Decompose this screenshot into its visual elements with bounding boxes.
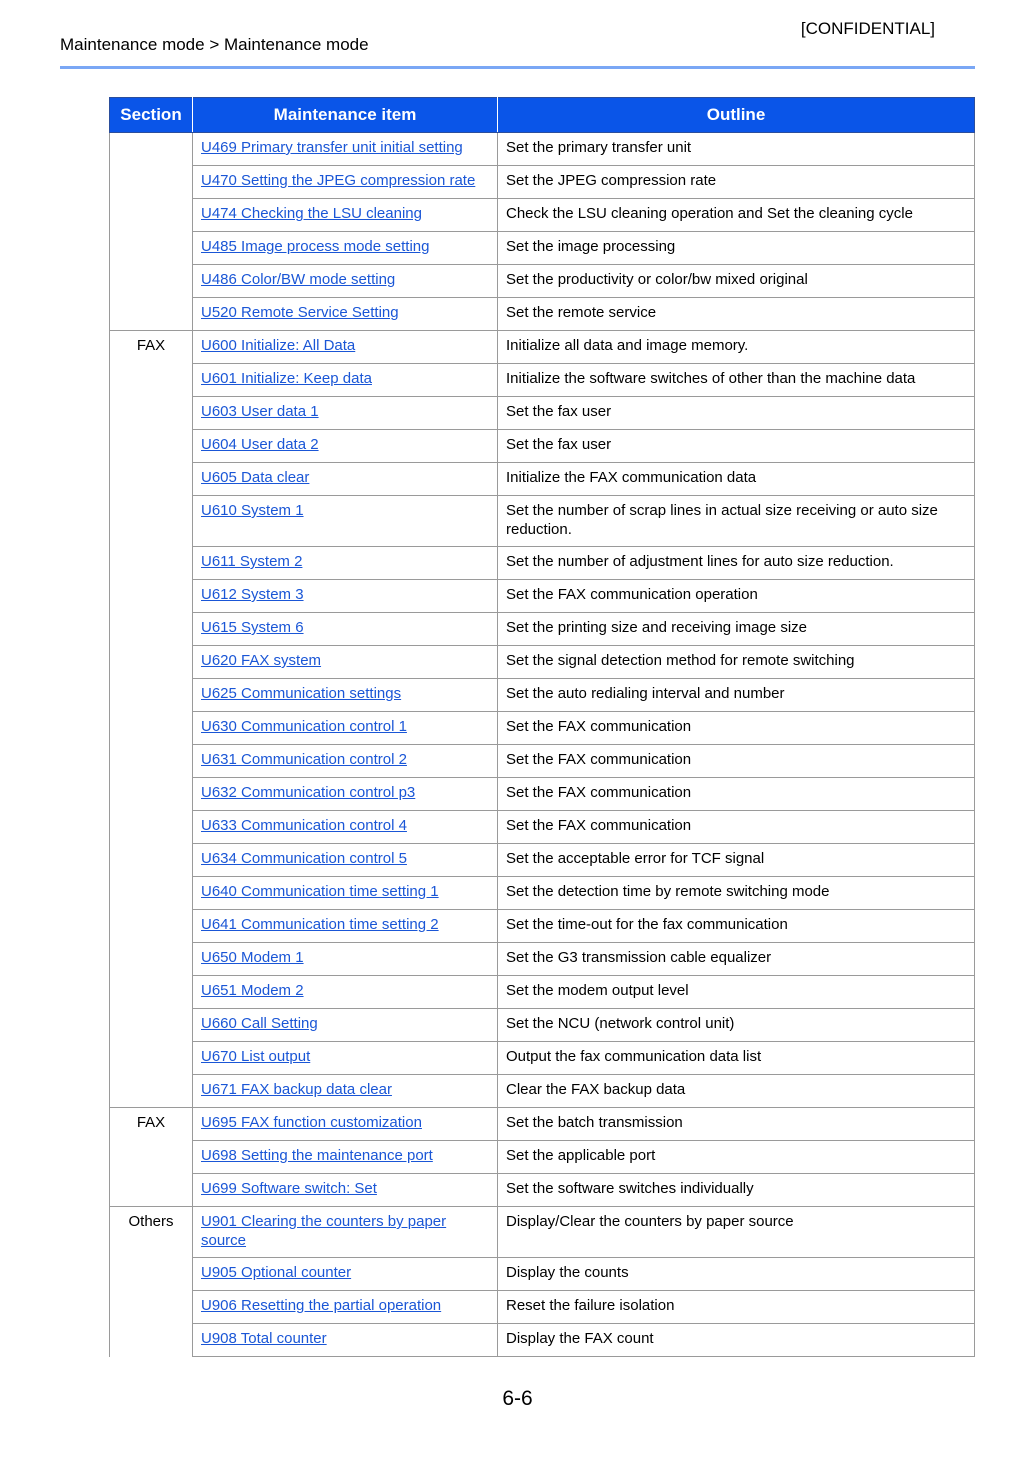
maintenance-item-cell — [193, 910, 498, 943]
column-header-outline: Outline — [498, 98, 975, 133]
maintenance-item-cell — [193, 778, 498, 811]
outline-cell: Set the JPEG compression rate — [498, 166, 975, 199]
outline-cell: Set the remote service — [498, 298, 975, 331]
outline-cell: Set the FAX communication — [498, 811, 975, 844]
maintenance-item-cell — [193, 232, 498, 265]
outline-cell: Clear the FAX backup data — [498, 1075, 975, 1108]
maintenance-table — [109, 97, 975, 1357]
maintenance-item-link[interactable]: U600 Initialize: All Data — [201, 337, 356, 354]
maintenance-item-cell — [193, 1141, 498, 1174]
maintenance-item-cell — [193, 430, 498, 463]
table-row — [110, 679, 975, 712]
outline-cell: Initialize the software switches of other than the machine data — [498, 364, 975, 397]
outline-cell: Set the signal detection method for remote switching — [498, 646, 975, 679]
table-row — [110, 613, 975, 646]
table-row — [110, 496, 975, 547]
maintenance-item-cell — [193, 1075, 498, 1108]
maintenance-item-cell — [193, 265, 498, 298]
maintenance-item-cell — [193, 331, 498, 364]
table-row — [110, 1075, 975, 1108]
table-row — [110, 1291, 975, 1324]
outline-cell: Set the G3 transmission cable equalizer — [498, 943, 975, 976]
outline-cell: Set the fax user — [498, 430, 975, 463]
outline-cell: Set the fax user — [498, 397, 975, 430]
table-row — [110, 1207, 975, 1258]
maintenance-item-cell — [193, 298, 498, 331]
table-row — [110, 463, 975, 496]
maintenance-item-link[interactable]: U610 System 1 — [201, 502, 304, 519]
table-row — [110, 844, 975, 877]
maintenance-item-link[interactable]: U603 User data 1 — [201, 403, 319, 420]
outline-cell: Initialize the FAX communication data — [498, 463, 975, 496]
table-row — [110, 199, 975, 232]
column-header-section: Section — [110, 98, 193, 133]
table-row — [110, 712, 975, 745]
header-divider — [60, 66, 975, 69]
maintenance-item-cell — [193, 844, 498, 877]
maintenance-item-cell — [193, 1108, 498, 1141]
table-header-row — [110, 98, 975, 133]
table-row — [110, 547, 975, 580]
outline-cell: Display/Clear the counters by paper source — [498, 1207, 975, 1258]
maintenance-item-link[interactable]: U469 Primary transfer unit initial setting — [201, 139, 463, 156]
section-cell — [110, 133, 193, 331]
maintenance-item-link[interactable]: U474 Checking the LSU cleaning — [201, 205, 422, 222]
maintenance-item-link[interactable]: U671 FAX backup data clear — [201, 1081, 392, 1098]
maintenance-item-link[interactable]: U632 Communication control p3 — [201, 784, 416, 801]
table-row — [110, 811, 975, 844]
outline-cell: Set the printing size and receiving image size — [498, 613, 975, 646]
outline-cell: Set the FAX communication — [498, 712, 975, 745]
table-row — [110, 1258, 975, 1291]
table-row — [110, 133, 975, 166]
maintenance-item-cell — [193, 199, 498, 232]
maintenance-item-link[interactable]: U906 Resetting the partial operation — [201, 1297, 442, 1314]
maintenance-item-cell — [193, 613, 498, 646]
table-row — [110, 1108, 975, 1141]
maintenance-item-cell — [193, 1291, 498, 1324]
outline-cell: Set the image processing — [498, 232, 975, 265]
maintenance-item-link[interactable]: U660 Call Setting — [201, 1015, 318, 1032]
page-number: 6-6 — [502, 1387, 533, 1410]
maintenance-item-cell — [193, 943, 498, 976]
outline-cell: Set the FAX communication operation — [498, 580, 975, 613]
maintenance-item-link[interactable]: U634 Communication control 5 — [201, 850, 407, 867]
outline-cell: Set the FAX communication — [498, 778, 975, 811]
outline-cell: Set the NCU (network control unit) — [498, 1009, 975, 1042]
maintenance-item-link[interactable]: U631 Communication control 2 — [201, 751, 407, 768]
maintenance-item-link[interactable]: U650 Modem 1 — [201, 949, 304, 966]
table-row — [110, 166, 975, 199]
table-row — [110, 331, 975, 364]
table-row — [110, 646, 975, 679]
outline-cell: Set the batch transmission — [498, 1108, 975, 1141]
maintenance-item-cell — [193, 364, 498, 397]
maintenance-item-link[interactable]: U520 Remote Service Setting — [201, 304, 399, 321]
maintenance-item-link[interactable]: U698 Setting the maintenance port — [201, 1147, 433, 1164]
maintenance-item-link[interactable]: U699 Software switch: Set — [201, 1180, 377, 1197]
outline-cell: Set the productivity or color/bw mixed original — [498, 265, 975, 298]
table-row — [110, 1141, 975, 1174]
table-row — [110, 580, 975, 613]
maintenance-item-link[interactable]: U486 Color/BW mode setting — [201, 271, 396, 288]
outline-cell: Set the acceptable error for TCF signal — [498, 844, 975, 877]
maintenance-item-link[interactable]: U651 Modem 2 — [201, 982, 304, 999]
table-row — [110, 364, 975, 397]
outline-cell: Initialize all data and image memory. — [498, 331, 975, 364]
maintenance-item-cell — [193, 712, 498, 745]
outline-cell: Set the primary transfer unit — [498, 133, 975, 166]
table-row — [110, 910, 975, 943]
maintenance-item-cell — [193, 1207, 498, 1258]
maintenance-item-cell — [193, 580, 498, 613]
maintenance-item-link[interactable]: U633 Communication control 4 — [201, 817, 407, 834]
table-row — [110, 397, 975, 430]
maintenance-item-cell — [193, 1174, 498, 1207]
table-row — [110, 877, 975, 910]
outline-cell: Display the counts — [498, 1258, 975, 1291]
maintenance-item-link[interactable]: U485 Image process mode setting — [201, 238, 430, 255]
maintenance-item-cell — [193, 166, 498, 199]
outline-cell: Set the time-out for the fax communication — [498, 910, 975, 943]
maintenance-item-link[interactable]: U620 FAX system — [201, 652, 322, 669]
maintenance-item-cell — [193, 463, 498, 496]
maintenance-item-link[interactable]: U601 Initialize: Keep data — [201, 370, 372, 387]
table-row — [110, 745, 975, 778]
section-cell: FAX — [110, 1108, 193, 1207]
maintenance-item-cell — [193, 646, 498, 679]
outline-cell: Set the software switches individually — [498, 1174, 975, 1207]
maintenance-item-link[interactable]: U641 Communication time setting 2 — [201, 916, 439, 933]
maintenance-item-cell — [193, 1009, 498, 1042]
maintenance-item-link[interactable]: U670 List output — [201, 1048, 311, 1065]
maintenance-item-cell — [193, 496, 498, 547]
maintenance-item-cell — [193, 1042, 498, 1075]
outline-cell: Set the number of scrap lines in actual size receiving or auto size reduction. — [498, 496, 975, 547]
table-row — [110, 298, 975, 331]
table-row — [110, 943, 975, 976]
maintenance-item-link[interactable]: U470 Setting the JPEG compression rate — [201, 172, 476, 189]
maintenance-item-link[interactable]: U901 Clearing the counters by paper source — [201, 1213, 447, 1249]
column-header-maintenance-item: Maintenance item — [193, 98, 498, 133]
outline-cell: Set the detection time by remote switching mode — [498, 877, 975, 910]
outline-cell: Set the applicable port — [498, 1141, 975, 1174]
table-body — [110, 133, 975, 1357]
table-row — [110, 265, 975, 298]
outline-cell: Set the modem output level — [498, 976, 975, 1009]
table-row — [110, 1174, 975, 1207]
section-cell: Others — [110, 1207, 193, 1357]
maintenance-item-link[interactable]: U905 Optional counter — [201, 1264, 352, 1281]
maintenance-item-cell — [193, 1258, 498, 1291]
maintenance-item-link[interactable]: U604 User data 2 — [201, 436, 319, 453]
maintenance-item-link[interactable]: U640 Communication time setting 1 — [201, 883, 439, 900]
maintenance-item-link[interactable]: U695 FAX function customization — [201, 1114, 422, 1131]
table-row — [110, 1324, 975, 1357]
maintenance-item-cell — [193, 547, 498, 580]
maintenance-item-link[interactable]: U908 Total counter — [201, 1330, 327, 1347]
outline-cell: Display the FAX count — [498, 1324, 975, 1357]
confidential-label: [CONFIDENTIAL] — [800, 19, 935, 38]
maintenance-item-cell — [193, 745, 498, 778]
outline-cell: Set the FAX communication — [498, 745, 975, 778]
maintenance-item-link[interactable]: U625 Communication settings — [201, 685, 402, 702]
maintenance-item-cell — [193, 976, 498, 1009]
maintenance-item-cell — [193, 811, 498, 844]
outline-cell: Set the number of adjustment lines for auto size reduction. — [498, 547, 975, 580]
maintenance-item-cell — [193, 877, 498, 910]
maintenance-item-cell — [193, 397, 498, 430]
outline-cell: Reset the failure isolation — [498, 1291, 975, 1324]
section-cell: FAX — [110, 331, 193, 1108]
maintenance-item-link[interactable]: U612 System 3 — [201, 586, 304, 603]
maintenance-item-link[interactable]: U630 Communication control 1 — [201, 718, 407, 735]
outline-cell: Set the auto redialing interval and number — [498, 679, 975, 712]
outline-cell: Output the fax communication data list — [498, 1042, 975, 1075]
maintenance-item-link[interactable]: U605 Data clear — [201, 469, 310, 486]
maintenance-item-link[interactable]: U615 System 6 — [201, 619, 304, 636]
table-row — [110, 778, 975, 811]
table-row — [110, 1042, 975, 1075]
maintenance-item-cell — [193, 679, 498, 712]
breadcrumb: Maintenance mode > Maintenance mode — [60, 35, 369, 54]
table-row — [110, 430, 975, 463]
maintenance-item-cell — [193, 1324, 498, 1357]
table-row — [110, 976, 975, 1009]
outline-cell: Check the LSU cleaning operation and Set the cleaning cycle — [498, 199, 975, 232]
table-row — [110, 1009, 975, 1042]
maintenance-item-cell — [193, 133, 498, 166]
maintenance-item-link[interactable]: U611 System 2 — [201, 553, 303, 570]
table-row — [110, 232, 975, 265]
